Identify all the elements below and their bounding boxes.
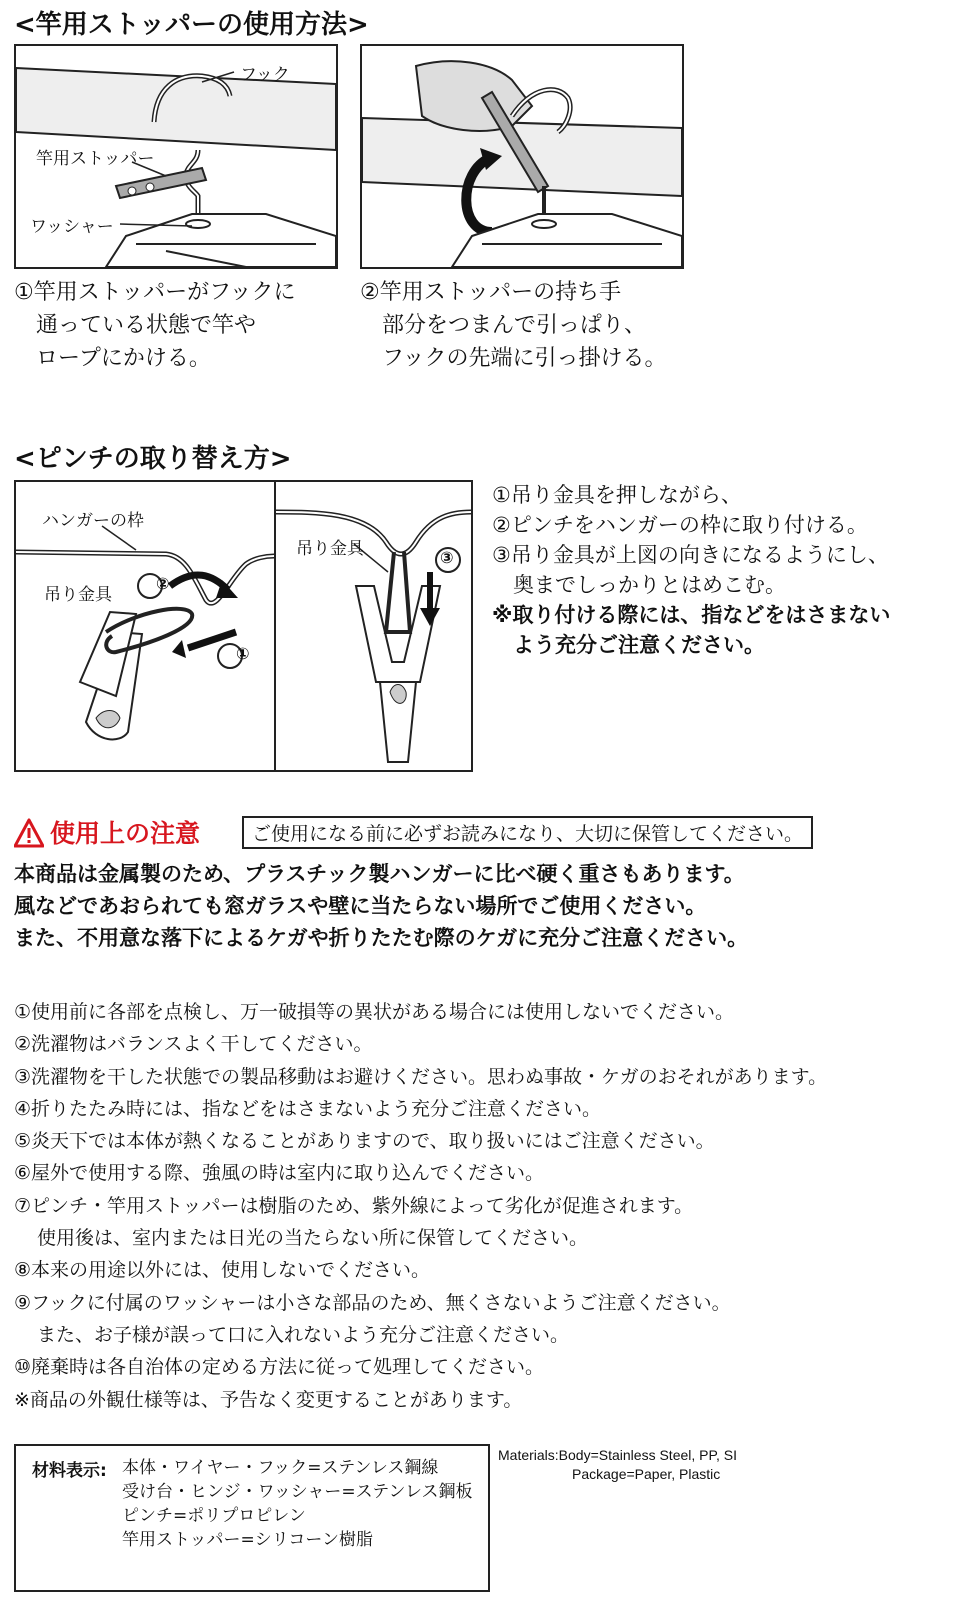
caution-item: ※商品の外観仕様等は、予告なく変更することがあります。 [14, 1388, 523, 1411]
caution-boxed-note: ご使用になる前に必ずお読みになり、大切に保管してください。 [242, 816, 813, 849]
pinch-steps [492, 480, 890, 660]
caution-item: ②洗濯物はバランスよく干してください。 [14, 1033, 373, 1056]
materials-line: ピンチ=ポリプロピレン [122, 1506, 306, 1526]
caution-item: ⑥屋外で使用する際、強風の時は室内に取り込んでください。 [14, 1162, 545, 1185]
caution-item: ①使用前に各部を点検し、万一破損等の異状がある場合には使用しないでください。 [14, 1001, 735, 1023]
bracket-label-right: 吊り金具 [296, 539, 364, 559]
warning-triangle-icon [14, 818, 44, 848]
caution-title: 使用上の注意 [50, 819, 201, 848]
step-1-marker: ① [236, 644, 250, 663]
stopper-caption-1: ①竿用ストッパーがフックに 通っている状態で竿や ロープにかける。 [14, 280, 296, 371]
caution-item: ③洗濯物を干した状態での製品移動はお避けください。思わぬ事故・ケガのおそれがあります。 [14, 1065, 828, 1088]
caution-item: ⑤炎天下では本体が熱くなることがありますので、取り扱いにはご注意ください。 [14, 1130, 715, 1153]
pinch-warning: よう充分ご注意ください。 [492, 633, 765, 657]
materials-line: 竿用ストッパー=シリコーン樹脂 [122, 1530, 374, 1550]
stopper-caption-2: ②竿用ストッパーの持ち手 部分をつまんで引っぱり、 フックの先端に引っ掛ける。 [360, 280, 667, 371]
caution-lead-line: 風などであおられても窓ガラスや壁に当たらない場所でご使用ください。 [14, 894, 707, 918]
stopper-section-title: <竿用ストッパーの使用方法> [14, 10, 369, 40]
pinch-stopper-drawing [362, 46, 682, 267]
caution-items [14, 996, 827, 1416]
materials-line: 受け台・ヒンジ・ワッシャー=ステンレス鋼板 [122, 1482, 473, 1502]
hanger-frame-label: ハンガーの枠 [42, 511, 144, 531]
caution-item: ⑨フックに付属のワッシャーは小さな部品のため、無くさないようご注意ください。 [14, 1291, 731, 1314]
caution-item: ⑦ピンチ・竿用ストッパーは樹脂のため、紫外線によって劣化が促進されます。 [14, 1194, 694, 1217]
pinch-step: ③吊り金具が上図の向きになるようにし、 [492, 543, 889, 567]
stopper-label: 竿用ストッパー [36, 149, 155, 169]
pinch-step: 奥までしっかりとはめこむ。 [492, 573, 786, 597]
materials-english-line: Package=Paper, Plastic [572, 1466, 721, 1482]
caution-item-continued: 使用後は、室内または日光の当たらない所に保管してください。 [37, 1227, 589, 1250]
pinch-step: ①吊り金具を押しながら、 [492, 483, 742, 507]
step-2-marker: ② [156, 574, 170, 593]
caution-item: ⑩廃棄時は各自治体の定める方法に従って処理してください。 [14, 1356, 545, 1379]
pinch-insert-drawing [276, 482, 471, 770]
caution-item-continued: また、お子様が誤って口に入れないよう充分ご注意ください。 [37, 1323, 570, 1346]
pinch-warning: ※取り付ける際には、指などをはさまない [492, 603, 891, 627]
caution-lead [14, 858, 748, 954]
step-3-marker: ③ [440, 548, 454, 567]
bracket-label: 吊り金具 [44, 585, 112, 605]
pinch-section-title: <ピンチの取り替え方> [14, 444, 292, 474]
hook-label: フック [240, 65, 290, 85]
materials-line: 本体・ワイヤー・フック=ステンレス鋼線 [122, 1458, 439, 1478]
caution-lead-line: また、不用意な落下によるケガや折りたたむ際のケガに充分ご注意ください。 [14, 926, 749, 950]
caution-lead-line: 本商品は金属製のため、プラスチック製ハンガーに比べ硬く重さもあります。 [14, 862, 745, 886]
pinch-illustration-frame [14, 480, 473, 772]
materials-list [122, 1456, 473, 1552]
pinch-step: ②ピンチをハンガーの枠に取り付ける。 [492, 513, 868, 537]
materials-english [498, 1446, 737, 1484]
caution-item: ④折りたたみ時には、指などをはさまないよう充分ご注意ください。 [14, 1097, 602, 1120]
materials-box [14, 1444, 490, 1592]
materials-label: 材料表示: [32, 1461, 107, 1481]
washer-label: ワッシャー [30, 217, 114, 237]
stopper-illustration-step1 [14, 44, 338, 269]
materials-english-line: Materials:Body=Stainless Steel, PP, SI [498, 1447, 738, 1463]
caution-item: ⑧本来の用途以外には、使用しないでください。 [14, 1259, 431, 1282]
stopper-illustration-step2 [360, 44, 684, 269]
